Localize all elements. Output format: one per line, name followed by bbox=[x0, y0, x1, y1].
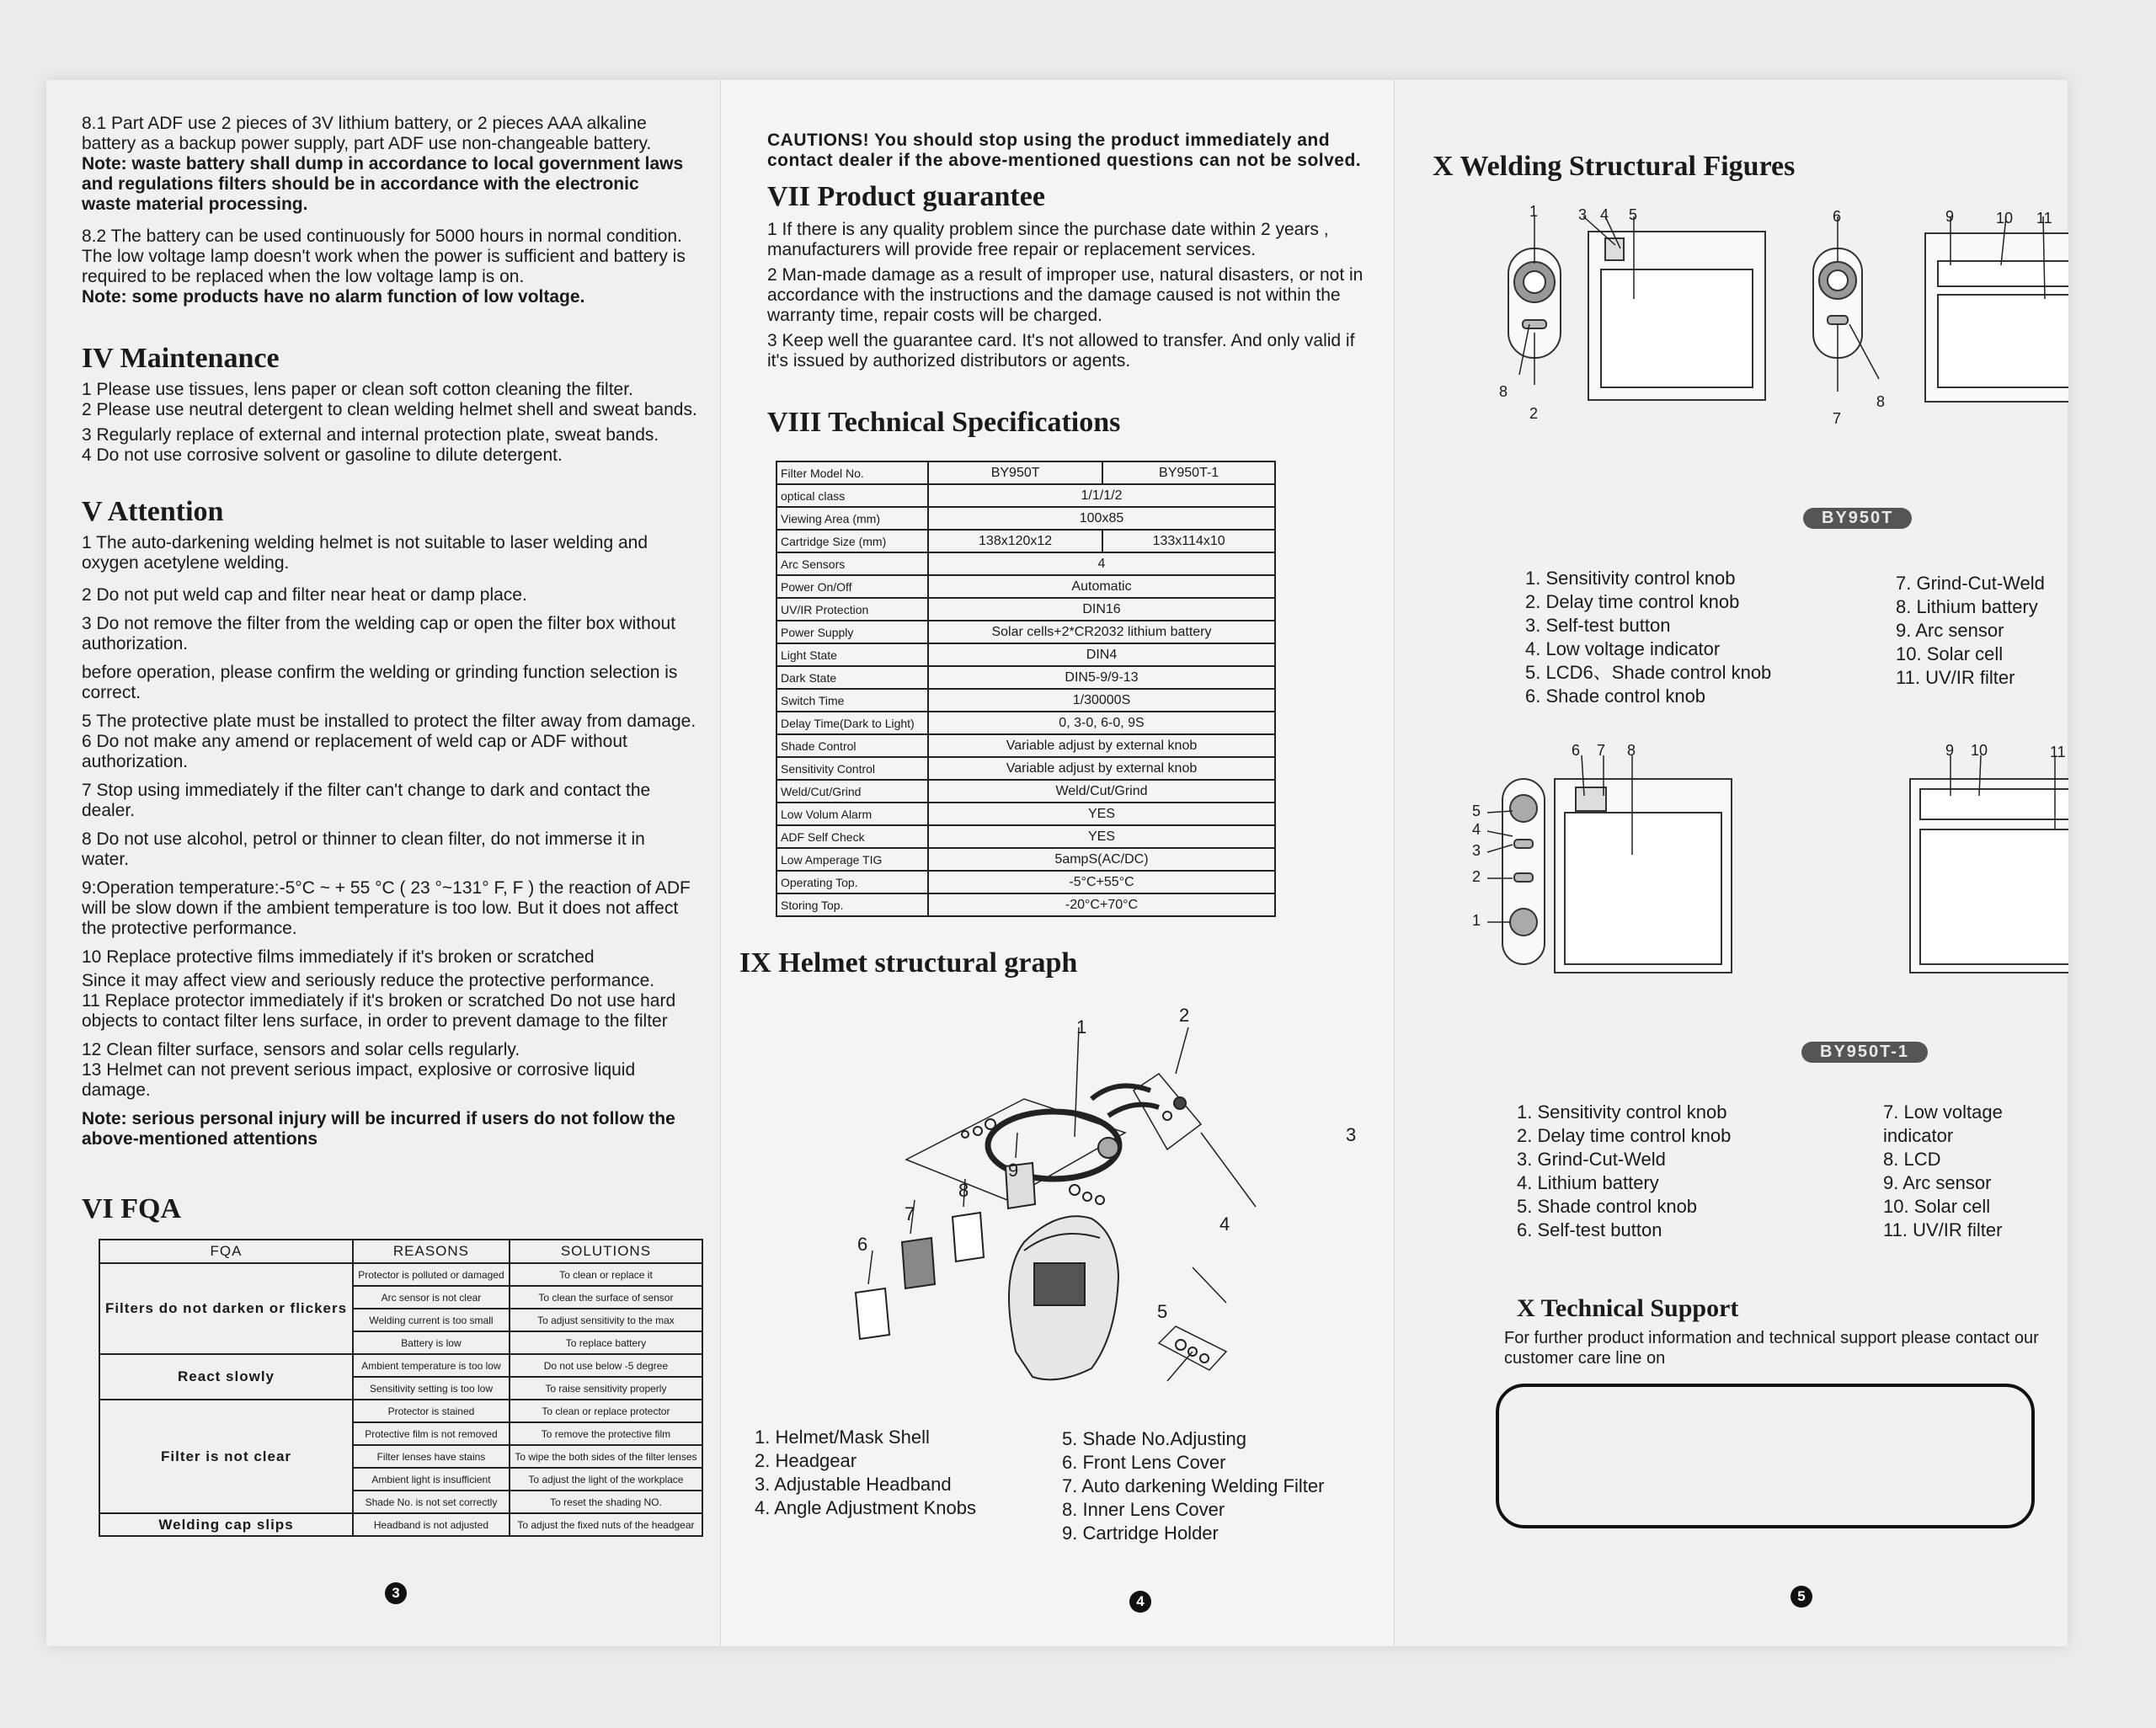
spec-value: 5ampS(AC/DC) bbox=[928, 848, 1275, 871]
fqa-solution: To remove the protective film bbox=[510, 1422, 702, 1445]
spec-row bbox=[776, 825, 1275, 848]
legend-item: 9. Cartridge Holder bbox=[1062, 1523, 1219, 1544]
spec-row bbox=[776, 757, 1275, 780]
callout-3: 3 bbox=[1346, 1124, 1357, 1145]
battery-note-1: Note: waste battery shall dump in accordance to local government laws and regulations filters should be in accordance with the electronic waste material processing. bbox=[82, 154, 684, 214]
spec-row bbox=[776, 598, 1275, 621]
support-heading: X Technical Support bbox=[1517, 1294, 1739, 1322]
fig1-callout-8b: 8 bbox=[1876, 393, 1886, 410]
part-item: 9. Arc sensor bbox=[1896, 620, 2004, 641]
fqa-solution: To replace battery bbox=[510, 1331, 702, 1354]
part-item: 6. Self-test button bbox=[1517, 1219, 1662, 1240]
spec-row bbox=[776, 507, 1275, 530]
fqa-reason: Ambient temperature is too low bbox=[353, 1354, 510, 1377]
fqa-reason: Protector is polluted or damaged bbox=[353, 1263, 510, 1286]
spec-key: Dark State bbox=[776, 666, 928, 689]
shade-knob-drawing bbox=[1159, 1326, 1226, 1370]
fig2-callout-5: 5 bbox=[1472, 803, 1481, 819]
attention-item: 8 Do not use alcohol, petrol or thinner to clean filter, do not immerse it in water. bbox=[82, 829, 645, 869]
spec-value: YES bbox=[928, 803, 1275, 825]
spec-key: Filter Model No. bbox=[776, 461, 928, 484]
part-item: 2. Delay time control knob bbox=[1517, 1125, 1732, 1146]
attention-list bbox=[82, 533, 696, 1149]
part-item: 4. Lithium battery bbox=[1517, 1172, 1659, 1193]
part-item: 8. LCD bbox=[1883, 1149, 1941, 1170]
fig2-callout-10: 10 bbox=[1971, 742, 1988, 759]
battery-section bbox=[82, 114, 688, 307]
fig1-callout-7: 7 bbox=[1833, 410, 1842, 427]
callout-7: 7 bbox=[905, 1203, 915, 1224]
by950t-figure bbox=[1395, 198, 2068, 501]
by950t1-control-panel bbox=[1502, 779, 1545, 964]
spec-value: Weld/Cut/Grind bbox=[928, 780, 1275, 803]
fig1-callout-2: 2 bbox=[1529, 405, 1539, 422]
spec-key: Delay Time(Dark to Light) bbox=[776, 712, 928, 734]
helmet-legend-left bbox=[755, 1426, 1058, 1520]
guarantee-list bbox=[767, 220, 1374, 371]
helmet-shell-drawing bbox=[1009, 1216, 1118, 1379]
maintenance-item: 1 Please use tissues, lens paper or clean soft cotton cleaning the filter. bbox=[82, 380, 633, 399]
fqa-solution: To adjust the light of the workplace bbox=[510, 1468, 702, 1491]
spec-value: 0, 3-0, 6-0, 9S bbox=[928, 712, 1275, 734]
fig2-callout-8: 8 bbox=[1627, 742, 1636, 759]
spec-key: Cartridge Size (mm) bbox=[776, 530, 928, 552]
fig1-callout-10: 10 bbox=[1996, 210, 2014, 227]
fqa-solution: To reset the shading NO. bbox=[510, 1491, 702, 1513]
spec-row bbox=[776, 689, 1275, 712]
fqa-row bbox=[99, 1354, 702, 1377]
fqa-header-row bbox=[99, 1240, 702, 1263]
spec-table bbox=[776, 461, 1276, 917]
fig1-callout-1: 1 bbox=[1529, 203, 1539, 220]
part-item: 3. Grind-Cut-Weld bbox=[1517, 1149, 1666, 1170]
by950t1-list-right bbox=[1883, 1101, 2064, 1242]
callout-1: 1 bbox=[1076, 1016, 1087, 1037]
spec-key: Storing Top. bbox=[776, 893, 928, 916]
spec-value: 1/30000S bbox=[928, 689, 1275, 712]
spec-key: Viewing Area (mm) bbox=[776, 507, 928, 530]
model-badge-by950t1: BY950T-1 bbox=[1801, 1042, 1928, 1063]
part-item: 10. Solar cell bbox=[1896, 643, 2004, 664]
spec-row bbox=[776, 871, 1275, 893]
spec-key: Low Amperage TIG bbox=[776, 848, 928, 871]
fqa-problem: Welding cap slips bbox=[99, 1513, 353, 1536]
callout-2: 2 bbox=[1179, 1005, 1190, 1026]
attention-item: 9:Operation temperature:-5°C ~ + 55 °C ( 23 °~131° F, F ) the reaction of ADF will be slow down if the ambient temperature is too low. But it does not affect the protective performance. bbox=[82, 878, 691, 938]
fqa-col-reasons: REASONS bbox=[353, 1240, 510, 1263]
fig2-callout-7: 7 bbox=[1597, 742, 1606, 759]
fqa-reason: Filter lenses have stains bbox=[353, 1445, 510, 1468]
fqa-reason: Ambient light is insufficient bbox=[353, 1468, 510, 1491]
fqa-row bbox=[99, 1513, 702, 1536]
callout-8: 8 bbox=[958, 1180, 969, 1201]
page-4-panel bbox=[720, 80, 1394, 1646]
part-item: 8. Lithium battery bbox=[1896, 596, 2038, 617]
by950t1-back-cartridge bbox=[1910, 779, 2068, 973]
fig1-callout-4: 4 bbox=[1600, 206, 1609, 223]
attention-item: 11 Replace protector immediately if it's broken or scratched Do not use hard objects to contact filter lens surface, in order to prevent damage to the filter bbox=[82, 991, 676, 1031]
part-item: 11. UV/IR filter bbox=[1883, 1219, 2003, 1240]
by950t-list-left bbox=[1525, 567, 1862, 708]
maintenance-list bbox=[82, 380, 705, 466]
spec-value: Variable adjust by external knob bbox=[928, 734, 1275, 757]
spec-row bbox=[776, 848, 1275, 871]
spec-heading: VIII Technical Specifications bbox=[767, 407, 1121, 438]
attention-item: 12 Clean filter surface, sensors and solar cells regularly. bbox=[82, 1040, 520, 1059]
fqa-solution: To clean or replace it bbox=[510, 1263, 702, 1286]
spec-value: BY950T-1 bbox=[1102, 461, 1275, 484]
fig1-callout-6: 6 bbox=[1833, 208, 1842, 225]
part-item: 7. Low voltage indicator bbox=[1883, 1101, 2003, 1146]
attention-item: 2 Do not put weld cap and filter near heat or damp place. bbox=[82, 585, 527, 605]
maintenance-item: 2 Please use neutral detergent to clean welding helmet shell and sweat bands. bbox=[82, 400, 697, 419]
spec-key: Sensitivity Control bbox=[776, 757, 928, 780]
page-number: 3 bbox=[385, 1582, 407, 1604]
fig2-callout-2: 2 bbox=[1472, 868, 1481, 885]
battery-note-2: Note: some products have no alarm function of low voltage. bbox=[82, 287, 585, 307]
callout-5: 5 bbox=[1157, 1301, 1168, 1322]
attention-item: 10 Replace protective films immediately if it's broken or scratched bbox=[82, 947, 595, 967]
legend-item: 2. Headgear bbox=[755, 1450, 857, 1471]
legend-item: 6. Front Lens Cover bbox=[1062, 1452, 1226, 1473]
headgear-drawing bbox=[906, 1074, 1201, 1204]
customer-care-box bbox=[1496, 1384, 2035, 1528]
spec-row bbox=[776, 461, 1275, 484]
attention-item: 7 Stop using immediately if the filter can't change to dark and contact the dealer. bbox=[82, 781, 651, 820]
attention-item: 3 Do not remove the filter from the welding cap or open the filter box without authorization. bbox=[82, 614, 676, 653]
spec-row bbox=[776, 712, 1275, 734]
spec-key: Operating Top. bbox=[776, 871, 928, 893]
spec-row bbox=[776, 893, 1275, 916]
spec-row bbox=[776, 552, 1275, 575]
fqa-solution: To clean or replace protector bbox=[510, 1400, 702, 1422]
maintenance-item: 4 Do not use corrosive solvent or gasoline to dilute detergent. bbox=[82, 445, 563, 465]
fqa-heading: VI FQA bbox=[82, 1193, 182, 1224]
helmet-heading: IX Helmet structural graph bbox=[739, 947, 1078, 979]
part-item: 4. Low voltage indicator bbox=[1525, 638, 1721, 659]
fig2-callout-3: 3 bbox=[1472, 842, 1481, 859]
fqa-problem: React slowly bbox=[99, 1354, 353, 1400]
by950t-filter-cartridge bbox=[1588, 232, 1765, 400]
spec-value: 1/1/1/2 bbox=[928, 484, 1275, 507]
by950t1-filter-cartridge bbox=[1555, 779, 1732, 973]
part-item: 1. Sensitivity control knob bbox=[1517, 1101, 1727, 1123]
lens-stack-drawing bbox=[856, 1163, 1035, 1339]
part-item: 3. Self-test button bbox=[1525, 615, 1671, 636]
fig1-callout-8: 8 bbox=[1499, 383, 1508, 400]
attention-item: Since it may affect view and seriously reduce the protective performance. bbox=[82, 971, 655, 990]
part-item: 6. Shade control knob bbox=[1525, 685, 1706, 707]
spec-key: Power On/Off bbox=[776, 575, 928, 598]
spec-key: Shade Control bbox=[776, 734, 928, 757]
legend-item: 8. Inner Lens Cover bbox=[1062, 1499, 1225, 1520]
attention-item: 1 The auto-darkening welding helmet is not suitable to laser welding and oxygen acetylene welding. bbox=[82, 533, 648, 573]
spec-key: UV/IR Protection bbox=[776, 598, 928, 621]
fig2-callout-4: 4 bbox=[1472, 821, 1481, 838]
spec-value: Solar cells+2*CR2032 lithium battery bbox=[928, 621, 1275, 643]
attention-item: 13 Helmet can not prevent serious impact, explosive or corrosive liquid damage. bbox=[82, 1060, 636, 1100]
fig1-callout-11: 11 bbox=[2036, 210, 2052, 227]
guarantee-item: 1 If there is any quality problem since the purchase date within 2 years , manufacturers will provide free repair or replacement services. bbox=[767, 220, 1329, 259]
spec-value: 133x114x10 bbox=[1102, 530, 1275, 552]
part-item: 1. Sensitivity control knob bbox=[1525, 568, 1736, 589]
spec-value: -5°C+55°C bbox=[928, 871, 1275, 893]
spec-value: 100x85 bbox=[928, 507, 1275, 530]
part-item: 5. LCD6、Shade control knob bbox=[1525, 662, 1772, 683]
attention-item: before operation, please confirm the welding or grinding function selection is correct. bbox=[82, 663, 678, 702]
spec-row bbox=[776, 643, 1275, 666]
spec-row bbox=[776, 530, 1275, 552]
figures-heading: X Welding Structural Figures bbox=[1433, 151, 1796, 182]
legend-item: 4. Angle Adjustment Knobs bbox=[755, 1497, 976, 1518]
spec-value: 138x120x12 bbox=[928, 530, 1102, 552]
fqa-problem: Filters do not darken or flickers bbox=[99, 1263, 353, 1354]
by950t-list-right bbox=[1896, 572, 2064, 690]
fqa-reason: Shade No. is not set correctly bbox=[353, 1491, 510, 1513]
instruction-leaflet bbox=[46, 80, 2068, 1646]
part-item: 9. Arc sensor bbox=[1883, 1172, 1992, 1193]
fig1-callout-5: 5 bbox=[1629, 206, 1638, 223]
legend-item: 5. Shade No.Adjusting bbox=[1062, 1428, 1246, 1449]
part-item: 7. Grind-Cut-Weld bbox=[1896, 573, 2045, 594]
fqa-reason: Battery is low bbox=[353, 1331, 510, 1354]
page-number: 5 bbox=[1790, 1586, 1812, 1608]
fqa-reason: Protector is stained bbox=[353, 1400, 510, 1422]
by950t1-figure bbox=[1395, 745, 2068, 1082]
fqa-solution: To wipe the both sides of the filter lenses bbox=[510, 1445, 702, 1468]
fig2-callout-1: 1 bbox=[1472, 912, 1481, 929]
fqa-reason: Arc sensor is not clear bbox=[353, 1286, 510, 1309]
attention-note: Note: serious personal injury will be incurred if users do not follow the above-mentioned attentions bbox=[82, 1109, 675, 1149]
helmet-exploded-diagram bbox=[721, 998, 1395, 1453]
fqa-reason: Welding current is too small bbox=[353, 1309, 510, 1331]
part-item: 5. Shade control knob bbox=[1517, 1196, 1698, 1217]
spec-row bbox=[776, 666, 1275, 689]
fqa-col-fqa: FQA bbox=[99, 1240, 353, 1263]
support-text: For further product information and technical support please contact our customer care line on bbox=[1504, 1329, 2039, 1368]
spec-value: -20°C+70°C bbox=[928, 893, 1275, 916]
fig1-callout-9: 9 bbox=[1945, 208, 1955, 225]
callout-9: 9 bbox=[1008, 1160, 1019, 1181]
spec-value: DIN5-9/9-13 bbox=[928, 666, 1275, 689]
spec-value: YES bbox=[928, 825, 1275, 848]
fqa-reason: Sensitivity setting is too low bbox=[353, 1377, 510, 1400]
spec-key: Low Volum Alarm bbox=[776, 803, 928, 825]
fig1-callout-3: 3 bbox=[1578, 206, 1588, 223]
fqa-table bbox=[99, 1239, 703, 1537]
fig2-callout-11: 11 bbox=[2050, 744, 2066, 760]
spec-row bbox=[776, 484, 1275, 507]
maintenance-heading: IV Maintenance bbox=[82, 343, 280, 374]
spec-row bbox=[776, 780, 1275, 803]
part-item: 11. UV/IR filter bbox=[1896, 667, 2015, 688]
spec-key: Switch Time bbox=[776, 689, 928, 712]
fqa-problem: Filter is not clear bbox=[99, 1400, 353, 1513]
fqa-reason: Protective film is not removed bbox=[353, 1422, 510, 1445]
spec-key: Arc Sensors bbox=[776, 552, 928, 575]
page-5-panel bbox=[1394, 80, 2068, 1646]
guarantee-item: 3 Keep well the guarantee card. It's not allowed to transfer. And only valid if it's issued by authorized distributors or agents. bbox=[767, 331, 1355, 371]
helmet-legend-right bbox=[1062, 1427, 1365, 1545]
fqa-solution: To adjust sensitivity to the max bbox=[510, 1309, 702, 1331]
spec-row bbox=[776, 803, 1275, 825]
spec-key: Weld/Cut/Grind bbox=[776, 780, 928, 803]
battery-text-2: 8.2 The battery can be used continuously for 5000 hours in normal condition. The low voltage lamp doesn't work when the power is sufficient and battery is required to be replaced when the low voltage lamp is on. bbox=[82, 227, 686, 286]
part-item: 2. Delay time control knob bbox=[1525, 591, 1740, 612]
attention-item: 5 The protective plate must be installed to protect the filter away from damage. bbox=[82, 712, 696, 731]
fqa-row bbox=[99, 1400, 702, 1422]
fqa-reason: Headband is not adjusted bbox=[353, 1513, 510, 1536]
attention-item: 6 Do not make any amend or replacement of weld cap or ADF without authorization. bbox=[82, 732, 627, 771]
spec-value: DIN4 bbox=[928, 643, 1275, 666]
fqa-col-solutions: SOLUTIONS bbox=[510, 1240, 702, 1263]
spec-value: Variable adjust by external knob bbox=[928, 757, 1275, 780]
spec-key: Power Supply bbox=[776, 621, 928, 643]
spec-row bbox=[776, 621, 1275, 643]
by950t-back-cartridge bbox=[1925, 233, 2068, 402]
spec-value: Automatic bbox=[928, 575, 1275, 598]
spec-row bbox=[776, 734, 1275, 757]
legend-item: 7. Auto darkening Welding Filter bbox=[1062, 1475, 1325, 1496]
spec-key: Light State bbox=[776, 643, 928, 666]
fig2-callout-6: 6 bbox=[1572, 742, 1581, 759]
legend-item: 1. Helmet/Mask Shell bbox=[755, 1427, 930, 1448]
fqa-solution: To adjust the fixed nuts of the headgear bbox=[510, 1513, 702, 1536]
part-item: 10. Solar cell bbox=[1883, 1196, 1991, 1217]
spec-key: ADF Self Check bbox=[776, 825, 928, 848]
guarantee-item: 2 Man-made damage as a result of improper use, natural disasters, or not in accordance with the instructions and the damage caused is not within the warranty time, repair costs will be charged. bbox=[767, 265, 1364, 325]
by950t1-list-left bbox=[1517, 1101, 1854, 1242]
callout-6: 6 bbox=[857, 1234, 868, 1255]
fig2-callout-9: 9 bbox=[1945, 742, 1955, 759]
guarantee-heading: VII Product guarantee bbox=[767, 181, 1045, 212]
spec-value: DIN16 bbox=[928, 598, 1275, 621]
callout-4: 4 bbox=[1219, 1213, 1230, 1235]
spec-value: 4 bbox=[928, 552, 1275, 575]
spec-row bbox=[776, 575, 1275, 598]
caution-text: CAUTIONS! You should stop using the product immediately and contact dealer if the above-mentioned questions can not be solved. bbox=[767, 131, 1362, 170]
fqa-solution: To raise sensitivity properly bbox=[510, 1377, 702, 1400]
page-3-panel bbox=[46, 80, 720, 1646]
fqa-solution: Do not use below -5 degree bbox=[510, 1354, 702, 1377]
battery-text-1: 8.1 Part ADF use 2 pieces of 3V lithium battery, or 2 pieces AAA alkaline battery as a backup power supply, part ADF use non-changeable battery. bbox=[82, 114, 652, 153]
spec-key: optical class bbox=[776, 484, 928, 507]
legend-item: 3. Adjustable Headband bbox=[755, 1474, 952, 1495]
attention-heading: V Attention bbox=[82, 496, 224, 527]
spec-value: BY950T bbox=[928, 461, 1102, 484]
fqa-solution: To clean the surface of sensor bbox=[510, 1286, 702, 1309]
maintenance-item: 3 Regularly replace of external and internal protection plate, sweat bands. bbox=[82, 425, 659, 445]
model-badge-by950t: BY950T bbox=[1803, 508, 1912, 529]
fqa-row bbox=[99, 1263, 702, 1286]
page-number: 4 bbox=[1129, 1591, 1151, 1613]
